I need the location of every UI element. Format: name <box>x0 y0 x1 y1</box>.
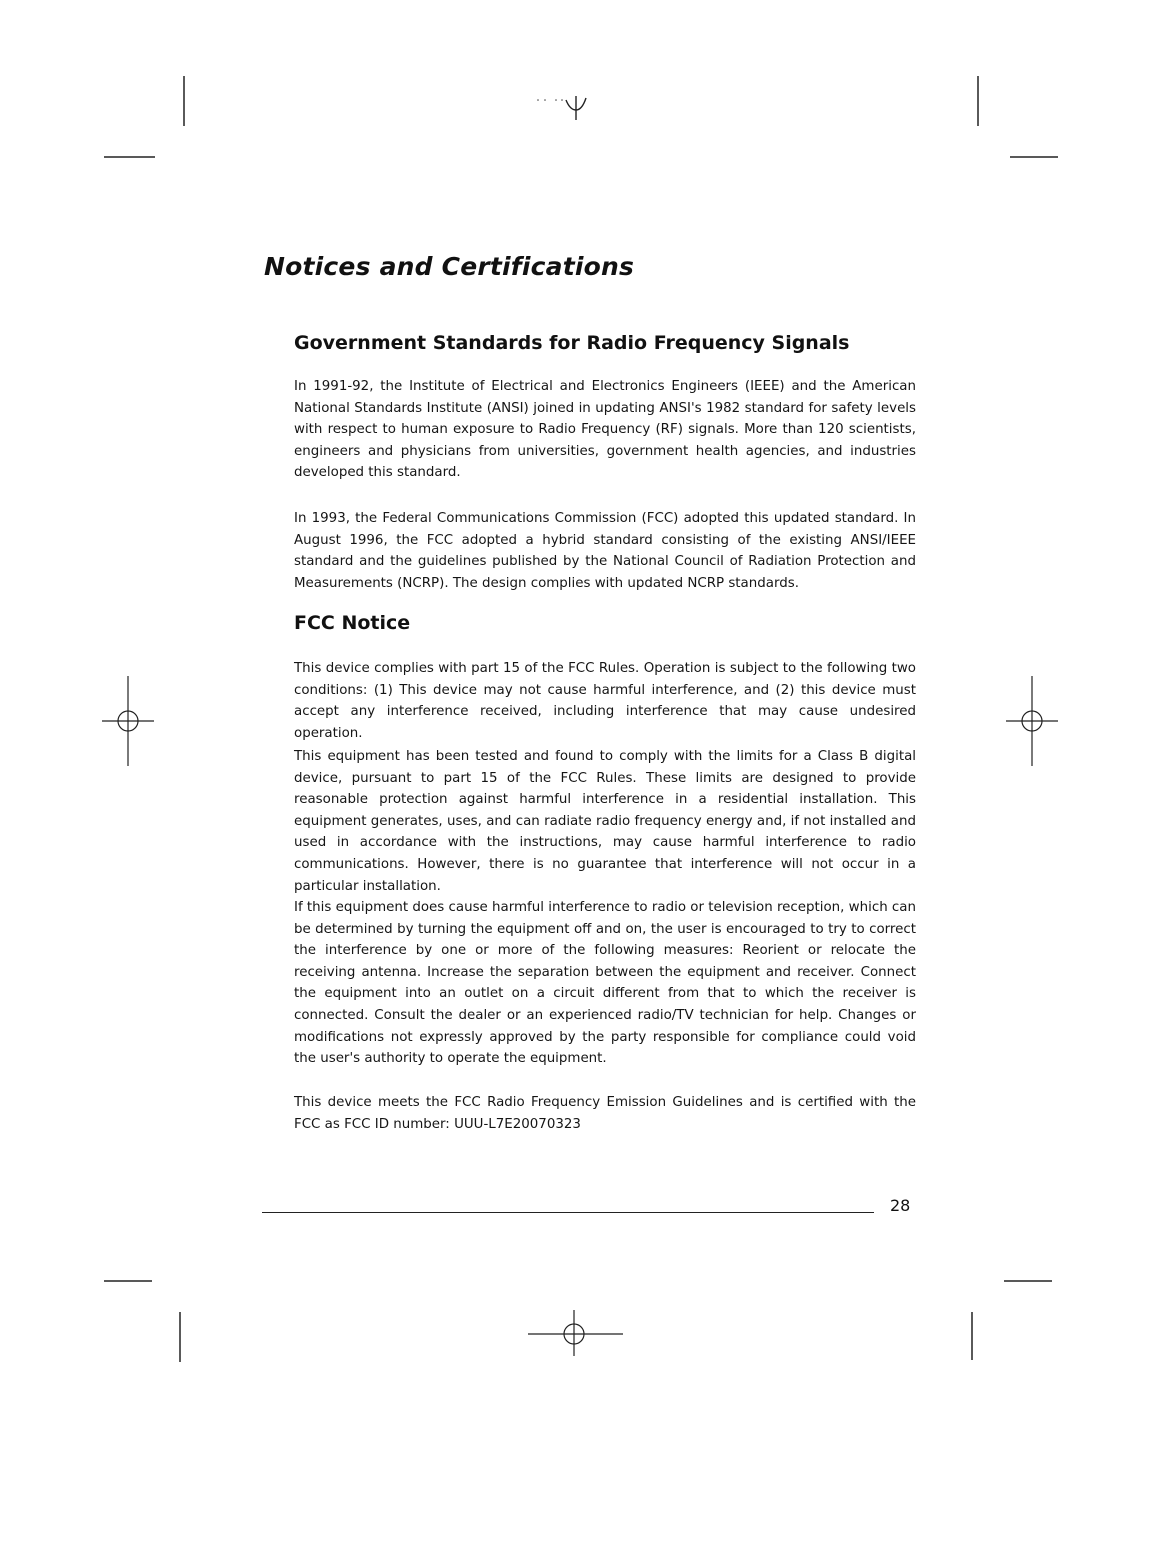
psi-symbol-icon <box>530 92 610 132</box>
paragraph-fcc-id: This device meets the FCC Radio Frequency Emission Guidelines and is certified with the FCC as FCC ID number: UUU-L7E20070323 <box>294 1095 916 1132</box>
section-heading-fcc-notice: FCC Notice <box>294 612 411 634</box>
registration-crosshair-bottom-icon <box>528 1310 628 1360</box>
paragraph-part-15: This device complies with part 15 of the FCC Rules. Operation is subject to the following two conditions: (1) This device may not cause harmful interference, and (2) this device must accept any interference received, including interference that may cause undesired operation. <box>294 661 916 741</box>
page-title: Notices and Certifications <box>264 252 635 281</box>
paragraph-ieee-ansi: In 1991-92, the Institute of Electrical and Electronics Engineers (IEEE) and the American National Standards Institute (ANSI) joined in updating ANSI's 1982 standard for safety levels with respect to human exposure to Radio Frequency (RF) signals. More than 120 scientists, engineers and physicians from universities, government health agencies, and industries developed this standard. <box>294 379 916 481</box>
crop-mark-top-left-icon <box>100 76 190 166</box>
crop-mark-bottom-left-icon <box>100 1270 190 1370</box>
page-number: 28 <box>890 1196 911 1215</box>
footer-rule <box>262 1212 874 1213</box>
paragraph-interference-measures: If this equipment does cause harmful interference to radio or television reception, which can be determined by turning the equipment off and on, the user is encouraged to try to correct the interference by one or more of the following measures: Reorient or relocate the receiving antenna. Increase the separation between the equipment and receiver. Connect the equipment into an outlet on a circuit different from that to which the receiver is connected. Consult the dealer or an experienced radio/TV technician for help. Changes or modifications not expressly approved by the party responsible for compliance could void the user's authority to operate the equipment. <box>294 900 916 1067</box>
crop-mark-top-right-icon <box>970 76 1060 166</box>
crop-mark-bottom-right-icon <box>964 1270 1054 1370</box>
registration-crosshair-left-icon <box>100 676 160 766</box>
section-heading-government-standards: Government Standards for Radio Frequency Signals <box>294 332 850 354</box>
paragraph-class-b: This equipment has been tested and found to comply with the limits for a Class B digital device, pursuant to part 15 of the FCC Rules. These limits are designed to provide reasonable protection against harmful interference in a residential installation. This equipment generates, uses, and can radiate radio frequency energy and, if not installed and used in accordance with the instructions, may cause harmful interference to radio communications. However, there is no guarantee that interference will not occur in a particular installation. <box>294 749 916 894</box>
registration-crosshair-right-icon <box>1004 676 1064 766</box>
paragraph-fcc-1993: In 1993, the Federal Communications Commission (FCC) adopted this updated standard. In August 1996, the FCC adopted a hybrid standard consisting of the existing ANSI/IEEE standard and the guidelines published by the National Council of Radiation Protection and Measurements (NCRP). The design complies with updated NCRP standards. <box>294 511 916 591</box>
